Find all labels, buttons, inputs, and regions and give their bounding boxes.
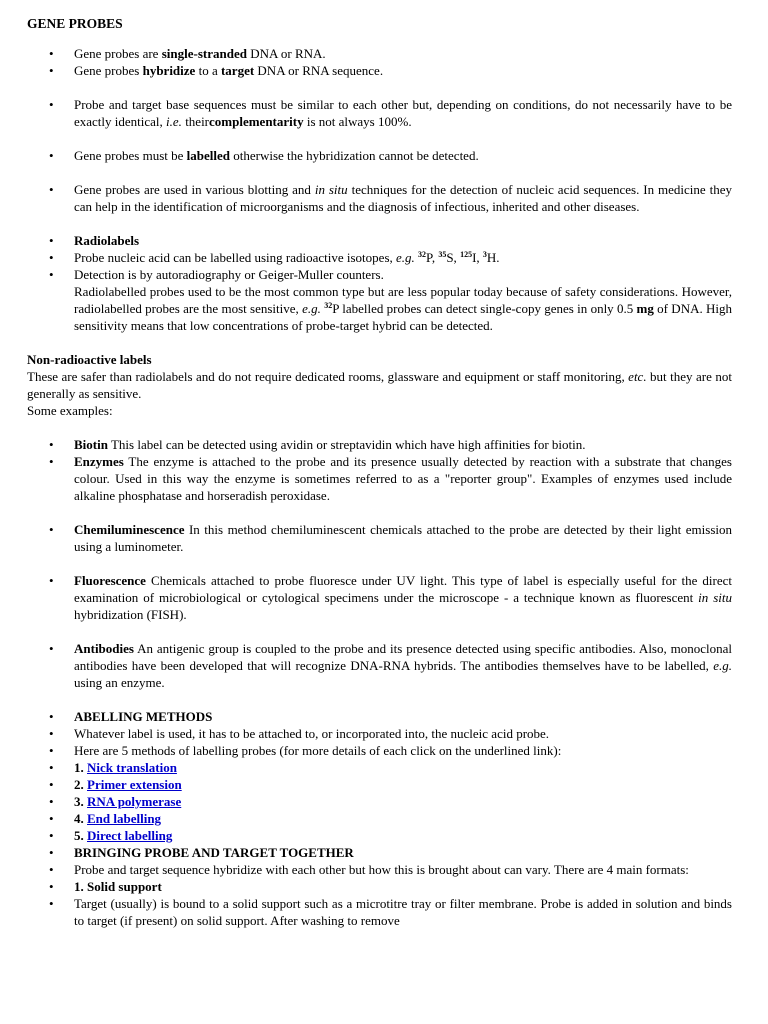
intro-bullet-single-stranded: • Gene probes are single-stranded DNA or RNA.	[27, 45, 732, 62]
some-examples-label: Some examples:	[27, 403, 113, 418]
label-fluorescence: • Fluorescence Chemicals attached to probe fluoresce under UV light. This type of label is especially useful for the direct examination of microbiological or cytological specimens under the microscope - a technique known as fluorescent in situ hybridization (FISH).	[27, 572, 732, 623]
document-page	[27, 15, 732, 929]
radiolabels-paragraph: Radiolabelled probes used to be the most common type but are less popular today because of safety considerations. However, radiolabelled probes are the most sensitive, e.g. $^{32}$P labelled probes can detect single-copy genes in only 0.5 mg of DNA. High sensitivity means that low concentrations of probe-target hybrid can be detected.	[74, 284, 733, 333]
labelling-methods-intro: • Whatever label is used, it has to be attached to, or incorporated into, the nucleic acid probe.	[27, 725, 732, 742]
labelling-methods-list-intro: • Here are 5 methods of labelling probes (for more details of each click on the underlined link):	[27, 742, 732, 759]
link-direct-labelling[interactable]: Direct labelling	[87, 828, 173, 843]
radiolabels-isotopes: • Probe nucleic acid can be labelled using radioactive isotopes, e.g. $^{32}$P, $^{35}$S, $^{125}$I, $^3$H.	[27, 249, 732, 266]
method-item: • 3. RNA polymerase	[27, 793, 732, 810]
bringing-together-heading: • BRINGING PROBE AND TARGET TOGETHER	[27, 844, 732, 861]
intro-bullet-labelled: • Gene probes must be labelled otherwise the hybridization cannot be detected.	[27, 147, 732, 164]
label-enzymes: • Enzymes The enzyme is attached to the probe and its presence usually detected by reaction with a substrate that changes colour. Used in this way the enzyme is sometimes referred to as a "reporter group". Examples of enzymes used include alkaline phosphatase and horseradish peroxidase.	[27, 453, 732, 504]
method-item: • 2. Primer extension	[27, 776, 732, 793]
method-item: • 5. Direct labelling	[27, 827, 732, 844]
radiolabels-heading: • Radiolabels	[27, 232, 732, 249]
intro-list	[27, 45, 732, 283]
intro-bullet-complementarity: • Probe and target base sequences must be similar to each other but, depending on conditions, do not necessarily have to be exactly identical, i.e. theircomplementarity is not always 100%.	[27, 96, 732, 130]
solid-support-heading: • 1. Solid support	[27, 878, 732, 895]
link-rna-polymerase[interactable]: RNA polymerase	[87, 794, 182, 809]
labelling-methods-heading: • ABELLING METHODS	[27, 708, 732, 725]
page-title: GENE PROBES	[27, 16, 123, 31]
radiolabels-detection: • Detection is by autoradiography or Geiger-Muller counters.	[27, 266, 732, 283]
link-nick-translation[interactable]: Nick translation	[87, 760, 177, 775]
link-end-labelling[interactable]: End labelling	[87, 811, 162, 826]
bringing-together-intro: • Probe and target sequence hybridize with each other but how this is brought about can vary. There are 4 main formats:	[27, 861, 732, 878]
label-chemiluminescence: • Chemiluminescence In this method chemiluminescent chemicals attached to the probe are detected by their light emission using a luminometer.	[27, 521, 732, 555]
non-radioactive-paragraph: These are safer than radiolabels and do not require dedicated rooms, glassware and equipment or staff monitoring, etc. but they are not generally as sensitive.	[27, 369, 732, 401]
link-primer-extension[interactable]: Primer extension	[87, 777, 182, 792]
solid-support-description: • Target (usually) is bound to a solid support such as a microtitre tray or filter membrane. Probe is added in solution and binds to target (if present) on solid support. After washing to remove	[27, 895, 732, 929]
label-biotin: • Biotin This label can be detected using avidin or streptavidin which have high affinities for biotin.	[27, 436, 732, 453]
method-item: • 1. Nick translation	[27, 759, 732, 776]
intro-bullet-uses: • Gene probes are used in various blotting and in situ techniques for the detection of nucleic acid sequences. In medicine they can help in the identification of microorganisms and the diagnosis of infectious, inherited and other diseases.	[27, 181, 732, 215]
method-item: • 4. End labelling	[27, 810, 732, 827]
intro-bullet-hybridize: • Gene probes hybridize to a target DNA or RNA sequence.	[27, 62, 732, 79]
labels-list	[27, 436, 732, 929]
non-radioactive-heading: Non-radioactive labels	[27, 352, 152, 367]
label-antibodies: • Antibodies An antigenic group is coupled to the probe and its presence detected using specific antibodies. Also, monoclonal antibodies have been developed that will recognize DNA-RNA hybrids. The antibodies themselves have to be labelled, e.g. using an enzyme.	[27, 640, 732, 691]
